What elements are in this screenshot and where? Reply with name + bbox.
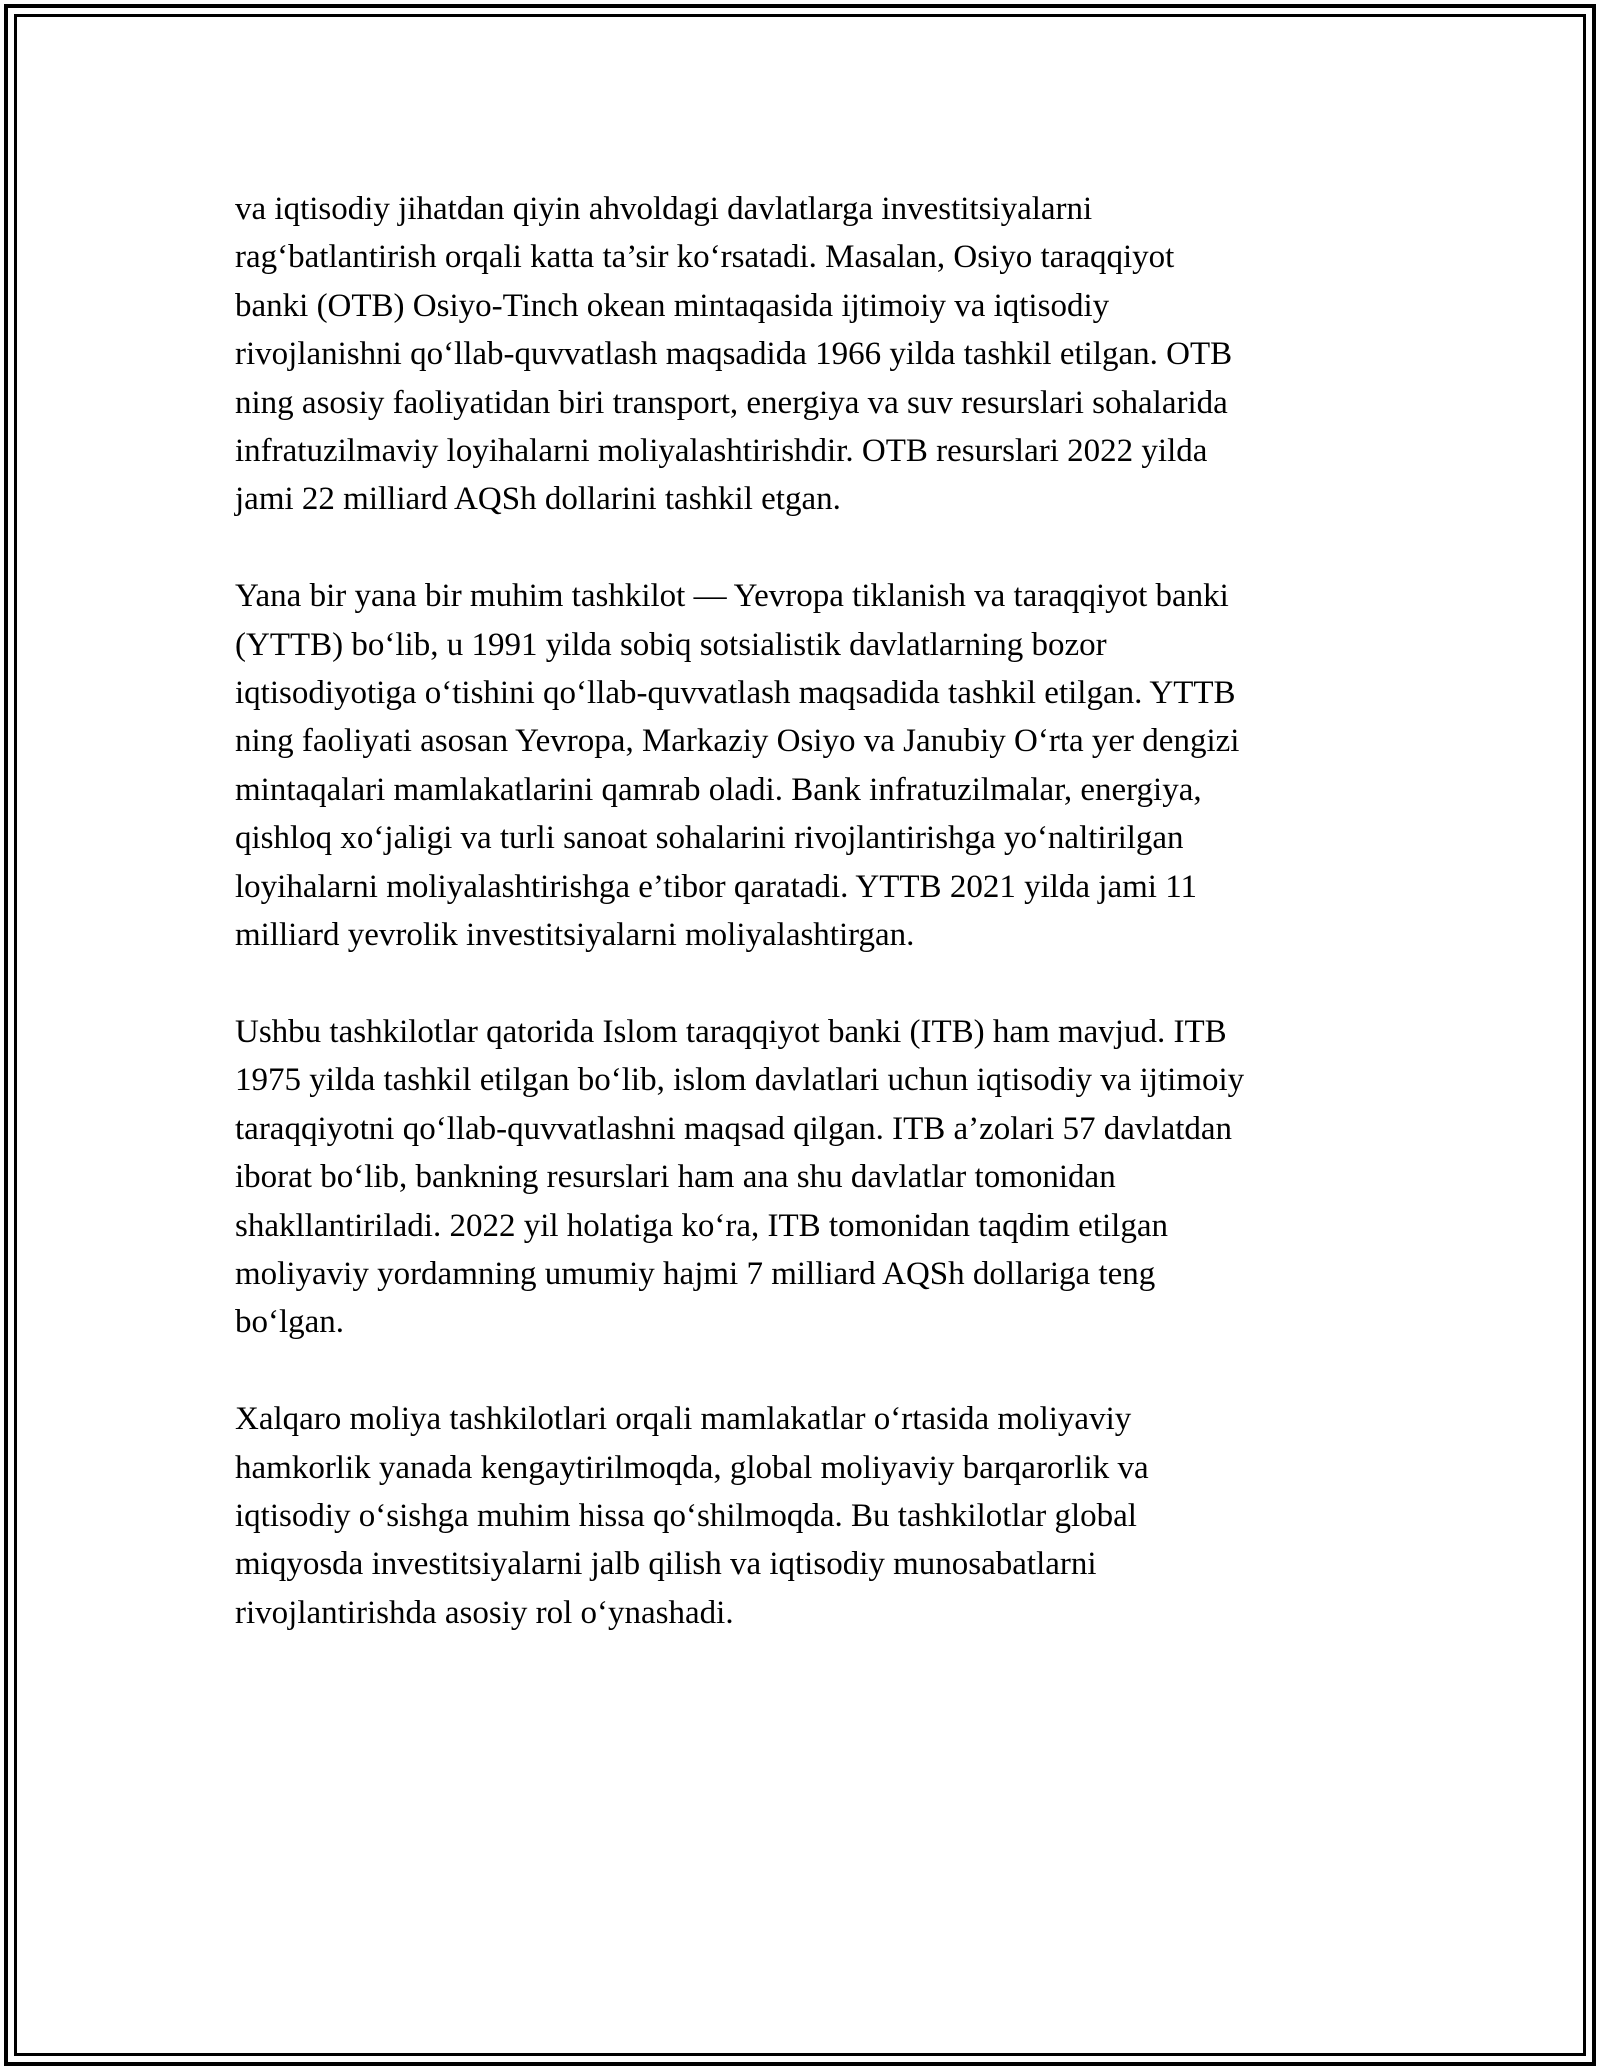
- paragraph-conclusion: Xalqaro moliya tashkilotlari orqali mamlakatlar o‘rtasida moliyaviy hamkorlik yanada kengaytirilmoqda, global moliyaviy barqarorlik va iqtisodiy o‘sishga muhim hissa qo‘shilmoqda. Bu tashkilotlar global miqyosda investitsiyalarni jalb qilish va iqtisodiy munosabatlarni rivojlantirishda asosiy rol o‘ynashadi.: [235, 1401, 1149, 1631]
- paragraph-otb: va iqtisodiy jihatdan qiyin ahvoldagi davlatlarga investitsiyalarni rag‘batlantirish orqali katta ta’sir ko‘rsatadi. Masalan, Osiyo taraqqiyot banki (OTB) Osiyo-Tinch okean mintaqasida ijtimoiy va iqtisodiy rivojlanishni qo‘llab-quvvatlash maqsadida 1966 yilda tashkil etilgan. OTB ning asosiy faoliyatidan biri transport, energiya va suv resurslari sohalarida infratuzilmaviy loyihalarni moliyalashtirishdir. OTB resurslari 2022 yilda jami 22 milliard AQSh dollarini tashkil etgan.: [235, 191, 1233, 518]
- paragraph-itb: Ushbu tashkilotlar qatorida Islom taraqqiyot banki (ITB) ham mavjud. ITB 1975 yilda tashkil etilgan bo‘lib, islom davlatlari uchun iqtisodiy va ijtimoiy taraqqiyotni qo‘llab-quvvatlashni maqsad qilgan. ITB a’zolari 57 davlatdan iborat bo‘lib, bankning resurslari ham ana shu davlatlar tomonidan shakllantiriladi. 2022 yil holatiga ko‘ra, ITB tomonidan taqdim etilgan moliyaviy yordamning umumiy hajmi 7 milliard AQSh dollariga teng bo‘lgan.: [235, 1013, 1245, 1341]
- document-body: [235, 185, 1365, 1686]
- paragraph-yttb: Yana bir yana bir muhim tashkilot — Yevropa tiklanish va taraqqiyot banki (YTTB) bo‘lib, u 1991 yilda sobiq sotsialistik davlatlarning bozor iqtisodiyotiga o‘tishini qo‘llab-quvvatlash maqsadida tashkil etilgan. YTTB ning faoliyati asosan Yevropa, Markaziy Osiyo va Janubiy O‘rta yer dengizi mintaqalari mamlakatlarini qamrab oladi. Bank infratuzilmalar, energiya, qishloq xo‘jaligi va turli sanoat sohalarini rivojlantirishga yo‘naltirilgan loyihalarni moliyalashtirishga e’tibor qaratadi. YTTB 2021 yilda jami 11 milliard yevrolik investitsiyalarni moliyalashtirgan.: [235, 578, 1240, 954]
